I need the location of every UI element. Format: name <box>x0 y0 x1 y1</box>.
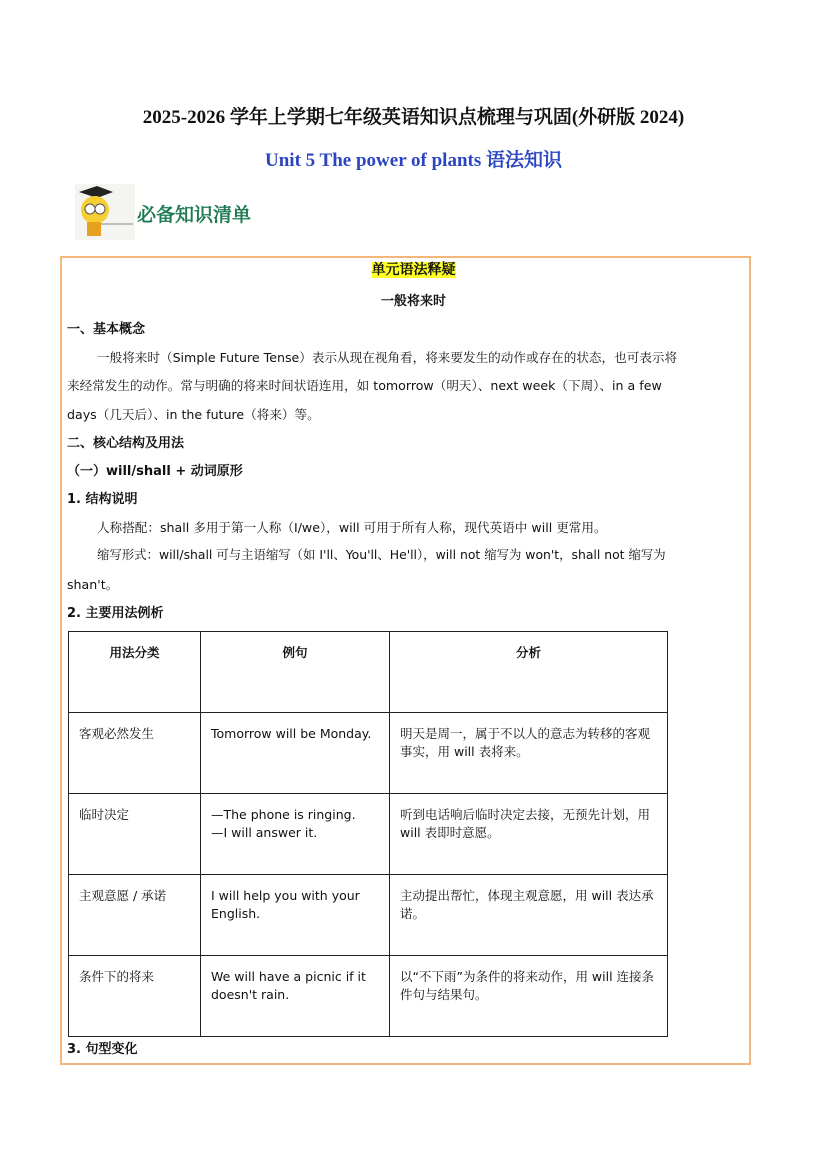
heading-core-structure: 二、核心结构及用法 <box>67 436 185 451</box>
document-subtitle: Unit 5 The power of plants 语法知识 <box>265 150 562 171</box>
table-row <box>69 713 668 794</box>
table-cell: 主观意愿 / 承诺 <box>69 875 201 956</box>
table-cell: I will help you with your English. <box>201 875 390 956</box>
table-cell: 以“不下雨”为条件的将来动作，用 will 连接条件句与结果句。 <box>390 956 668 1037</box>
mascot-icon <box>75 184 135 240</box>
table-cell: 客观必然发生 <box>69 713 201 794</box>
paragraph-line: 来经常发生的动作。常与明确的将来时间状语连用，如 tomorrow（明天）、next week（下周）、in a few <box>67 378 662 393</box>
table-cell: Tomorrow will be Monday. <box>201 713 390 794</box>
document-title: 2025-2026 学年上学期七年级英语知识点梳理与巩固(外研版 2024) <box>142 107 685 128</box>
table-header: 例句 <box>201 632 390 713</box>
table-header: 用法分类 <box>69 632 201 713</box>
table-cell: 条件下的将来 <box>69 956 201 1037</box>
table-cell: 明天是周一，属于不以人的意志为转移的客观事实，用 will 表将来。 <box>390 713 668 794</box>
table-row <box>69 794 668 875</box>
paragraph-line: days（几天后）、in the future（将来）等。 <box>67 407 320 422</box>
table-cell: 主动提出帮忙，体现主观意愿，用 will 表达承诺。 <box>390 875 668 956</box>
paragraph-line: 人称搭配：shall 多用于第一人称（I/we），will 可用于所有人称，现代英语中 will 更常用。 <box>97 520 607 535</box>
table-header: 分析 <box>390 632 668 713</box>
section-heading: 必备知识清单 <box>137 204 252 226</box>
heading-sentence-patterns: 3. 句型变化 <box>67 1042 138 1057</box>
paragraph-line: 缩写形式：will/shall 可与主语缩写（如 I'll、You'll、He'll），will not 缩写为 won't，shall not 缩写为 <box>97 547 666 562</box>
topic-title: 一般将来时 <box>380 294 446 309</box>
heading-structure-notes: 1. 结构说明 <box>67 492 138 507</box>
usage-table <box>68 631 668 1037</box>
heading-basic-concept: 一、基本概念 <box>67 322 146 337</box>
table-cell: We will have a picnic if it doesn't rain. <box>201 956 390 1037</box>
paragraph-line: 一般将来时（Simple Future Tense）表示从现在视角看，将来要发生的动作或存在的状态，也可表示将 <box>97 350 678 365</box>
box-label: 单元语法释疑 <box>371 262 456 278</box>
table-header-row <box>69 632 668 713</box>
subheading-will-shall: （一）will/shall + 动词原形 <box>67 464 243 479</box>
table-row <box>69 956 668 1037</box>
heading-usage-examples: 2. 主要用法例析 <box>67 606 164 621</box>
table-cell: —The phone is ringing. —I will answer it. <box>201 794 390 875</box>
table-row <box>69 875 668 956</box>
table-cell: 听到电话响后临时决定去接，无预先计划，用 will 表即时意愿。 <box>390 794 668 875</box>
table-cell: 临时决定 <box>69 794 201 875</box>
paragraph-line: shan't。 <box>67 577 119 592</box>
